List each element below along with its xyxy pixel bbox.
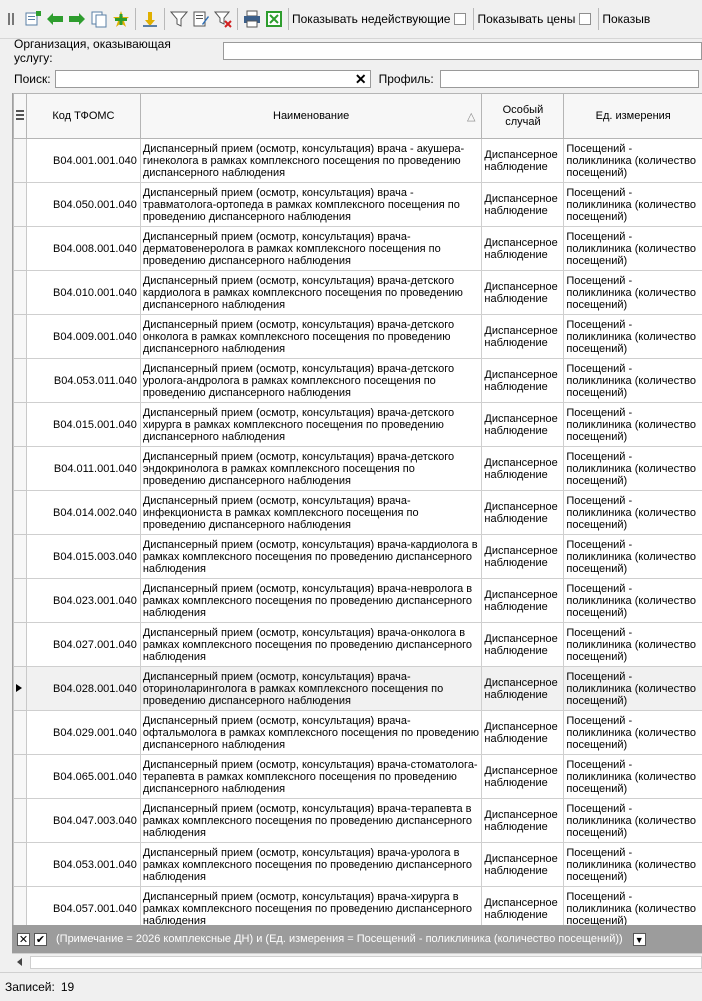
table-row[interactable] bbox=[14, 843, 702, 887]
row-indicator[interactable] bbox=[14, 667, 27, 711]
cell-case: Диспансерное наблюдение bbox=[482, 667, 564, 711]
cell-case: Диспансерное наблюдение bbox=[482, 887, 564, 926]
menu-icon[interactable] bbox=[0, 8, 22, 30]
row-indicator[interactable] bbox=[14, 491, 27, 535]
org-label: Организация, оказывающая услугу: bbox=[0, 37, 213, 65]
toolbar-separator bbox=[473, 8, 474, 30]
cell-unit: Посещений - поликлиника (количество посещений) bbox=[564, 315, 702, 359]
cell-unit: Посещений - поликлиника (количество посещений) bbox=[564, 359, 702, 403]
add-record-button[interactable] bbox=[22, 8, 44, 30]
cell-name: Диспансерный прием (осмотр, консультация) врача-уролога в рамках комплексного посещения по проведению диспансерного наблюдения bbox=[140, 843, 482, 887]
toolbar-separator bbox=[135, 8, 136, 30]
row-indicator[interactable] bbox=[14, 887, 27, 926]
copy-icon bbox=[90, 10, 108, 28]
cell-case: Диспансерное наблюдение bbox=[482, 491, 564, 535]
add-star-icon bbox=[112, 10, 130, 28]
print-button[interactable] bbox=[241, 8, 263, 30]
left-arrow-icon bbox=[12, 954, 28, 970]
status-bar bbox=[0, 972, 702, 1001]
filter-dropdown-button[interactable] bbox=[633, 933, 646, 946]
add-star-button[interactable] bbox=[110, 8, 132, 30]
cell-code: B04.010.001.040 bbox=[27, 271, 141, 315]
check-icon: ✔ bbox=[36, 934, 45, 946]
export-excel-button[interactable] bbox=[263, 8, 285, 30]
cell-name: Диспансерный прием (осмотр, консультация) врача-невролога в рамках комплексного посещения по проведению диспансерного наблюдения bbox=[140, 579, 482, 623]
sort-asc-icon: △ bbox=[467, 110, 475, 123]
table-row[interactable] bbox=[14, 359, 702, 403]
cell-case: Диспансерное наблюдение bbox=[482, 139, 564, 183]
clear-search-icon[interactable]: ✕ bbox=[355, 71, 367, 87]
cell-case: Диспансерное наблюдение bbox=[482, 535, 564, 579]
table-row[interactable] bbox=[14, 227, 702, 271]
cell-name: Диспансерный прием (осмотр, консультация) врача-стоматолога-терапевта в рамках комплексного посещения по проведению диспансерного наблюдения bbox=[140, 755, 482, 799]
cell-name: Диспансерный прием (осмотр, консультация) врача - акушера-гинеколога в рамках комплексного посещения по проведению диспансерного наблюдения bbox=[140, 139, 482, 183]
row-indicator[interactable] bbox=[14, 535, 27, 579]
left-strip bbox=[0, 93, 12, 969]
cell-case: Диспансерное наблюдение bbox=[482, 623, 564, 667]
cell-code: B04.028.001.040 bbox=[27, 667, 141, 711]
row-indicator[interactable] bbox=[14, 623, 27, 667]
back-button[interactable] bbox=[44, 8, 66, 30]
cell-code: B04.008.001.040 bbox=[27, 227, 141, 271]
search-input[interactable] bbox=[55, 70, 371, 88]
cell-unit: Посещений - поликлиника (количество посещений) bbox=[564, 271, 702, 315]
cell-unit: Посещений - поликлиника (количество посещений) bbox=[564, 183, 702, 227]
cell-code: B04.057.001.040 bbox=[27, 887, 141, 926]
show-more-label: Показыв bbox=[602, 12, 650, 26]
cell-unit: Посещений - поликлиника (количество посещений) bbox=[564, 755, 702, 799]
cell-name: Диспансерный прием (осмотр, консультация) врача-хирурга в рамках комплексного посещения по проведению диспансерного наблюдения bbox=[140, 887, 482, 926]
show-inactive-checkbox[interactable] bbox=[454, 13, 466, 25]
row-indicator[interactable] bbox=[14, 183, 27, 227]
filter-button[interactable] bbox=[168, 8, 190, 30]
show-prices-checkbox[interactable] bbox=[579, 13, 591, 25]
filter-bar bbox=[12, 925, 702, 953]
edit-filter-icon bbox=[192, 10, 210, 28]
table-row[interactable] bbox=[14, 535, 702, 579]
row-indicator[interactable] bbox=[14, 711, 27, 755]
sort-icon bbox=[141, 10, 159, 28]
row-indicator[interactable] bbox=[14, 579, 27, 623]
table-row[interactable] bbox=[14, 887, 702, 926]
cell-unit: Посещений - поликлиника (количество посещений) bbox=[564, 843, 702, 887]
row-indicator[interactable] bbox=[14, 755, 27, 799]
cell-code: B04.053.011.040 bbox=[27, 359, 141, 403]
cell-case: Диспансерное наблюдение bbox=[482, 315, 564, 359]
table-row[interactable] bbox=[14, 447, 702, 491]
services-grid bbox=[12, 93, 702, 925]
cell-name: Диспансерный прием (осмотр, консультация) врача-детского уролога-андролога в рамках комплексного посещения по проведению диспансерного наблюдения bbox=[140, 359, 482, 403]
cell-name: Диспансерный прием (осмотр, консультация) врача-инфекциониста в рамках комплексного посещения по проведению диспансерного наблюдения bbox=[140, 491, 482, 535]
row-indicator[interactable] bbox=[14, 315, 27, 359]
column-header-name[interactable] bbox=[140, 94, 482, 139]
cell-case: Диспансерное наблюдение bbox=[482, 227, 564, 271]
column-header-unit[interactable]: Ед. измерения bbox=[564, 94, 702, 139]
cell-case: Диспансерное наблюдение bbox=[482, 183, 564, 227]
print-icon bbox=[243, 10, 261, 28]
filter-icon bbox=[170, 10, 188, 28]
edit-filter-button[interactable] bbox=[190, 8, 212, 30]
current-row-icon bbox=[16, 684, 22, 692]
cell-name: Диспансерный прием (осмотр, консультация) врача-оториноларинголога в рамках комплексного посещения по проведению диспансерного наблюдения bbox=[140, 667, 482, 711]
org-input[interactable] bbox=[223, 42, 702, 60]
clear-filter-icon bbox=[214, 10, 232, 28]
cell-name: Диспансерный прием (осмотр, консультация) врача-офтальмолога в рамках комплексного посещения по проведению диспансерного наблюдения bbox=[140, 711, 482, 755]
table-row[interactable] bbox=[14, 139, 702, 183]
cell-unit: Посещений - поликлиника (количество посещений) bbox=[564, 887, 702, 926]
cell-code: B04.015.003.040 bbox=[27, 535, 141, 579]
records-label: Записей: bbox=[0, 980, 55, 994]
table-row[interactable] bbox=[14, 403, 702, 447]
cell-case: Диспансерное наблюдение bbox=[482, 359, 564, 403]
toolbar-separator bbox=[237, 8, 238, 30]
cell-name: Диспансерный прием (осмотр, консультация) врача-детского хирурга в рамках комплексного посещения по проведению диспансерного наблюдения bbox=[140, 403, 482, 447]
column-chooser-icon bbox=[16, 110, 24, 120]
table-row[interactable] bbox=[14, 315, 702, 359]
cell-code: B04.065.001.040 bbox=[27, 755, 141, 799]
enable-filter-checkbox[interactable] bbox=[34, 933, 47, 946]
cell-code: B04.050.001.040 bbox=[27, 183, 141, 227]
cell-name: Диспансерный прием (осмотр, консультация) врача-детского эндокринолога в рамках комплексного посещения по проведению диспансерного наблюдения bbox=[140, 447, 482, 491]
cell-case: Диспансерное наблюдение bbox=[482, 579, 564, 623]
cell-name: Диспансерный прием (осмотр, консультация) врача-онколога в рамках комплексного посещения по проведению диспансерного наблюдения bbox=[140, 623, 482, 667]
cell-unit: Посещений - поликлиника (количество посещений) bbox=[564, 579, 702, 623]
close-icon: ✕ bbox=[19, 934, 28, 946]
cell-unit: Посещений - поликлиника (количество посещений) bbox=[564, 667, 702, 711]
clear-filter-box[interactable] bbox=[17, 933, 30, 946]
column-header-case[interactable]: Особый случай bbox=[482, 94, 564, 139]
toolbar-separator bbox=[288, 8, 289, 30]
dropdown-icon: ▼ bbox=[635, 935, 644, 945]
cell-name: Диспансерный прием (осмотр, консультация) врача-детского кардиолога в рамках комплексного посещения по проведению диспансерного наблюдения bbox=[140, 271, 482, 315]
cell-name: Диспансерный прием (осмотр, консультация) врача-терапевта в рамках комплексного посещения по проведению диспансерного наблюдения bbox=[140, 799, 482, 843]
cell-code: B04.047.003.040 bbox=[27, 799, 141, 843]
cell-unit: Посещений - поликлиника (количество посещений) bbox=[564, 447, 702, 491]
cell-code: B04.009.001.040 bbox=[27, 315, 141, 359]
show-inactive-toggle[interactable] bbox=[292, 12, 466, 26]
table-row[interactable] bbox=[14, 667, 702, 711]
row-indicator[interactable] bbox=[14, 799, 27, 843]
row-indicator[interactable] bbox=[14, 271, 27, 315]
excel-icon bbox=[265, 10, 283, 28]
row-indicator[interactable] bbox=[14, 359, 27, 403]
cell-case: Диспансерное наблюдение bbox=[482, 403, 564, 447]
forward-button[interactable] bbox=[66, 8, 88, 30]
table-row[interactable] bbox=[14, 799, 702, 843]
cell-unit: Посещений - поликлиника (количество посещений) bbox=[564, 403, 702, 447]
cell-code: B04.027.001.040 bbox=[27, 623, 141, 667]
services-table bbox=[13, 93, 702, 925]
cell-name: Диспансерный прием (осмотр, консультация) врача-дерматовенеролога в рамках комплексного посещения по проведению диспансерного наблюдения bbox=[140, 227, 482, 271]
show-more-toggle[interactable] bbox=[602, 12, 650, 26]
cell-unit: Посещений - поликлиника (количество посещений) bbox=[564, 535, 702, 579]
cell-case: Диспансерное наблюдение bbox=[482, 843, 564, 887]
cell-unit: Посещений - поликлиника (количество посещений) bbox=[564, 799, 702, 843]
scroll-track[interactable] bbox=[30, 956, 702, 969]
filter-expression[interactable]: (Примечание = 2026 комплексные ДН) и (Ед. измерения = Посещений - поликлиника (количество посещений)) bbox=[56, 933, 623, 945]
table-row[interactable] bbox=[14, 755, 702, 799]
row-indicator[interactable] bbox=[14, 843, 27, 887]
toolbar-separator bbox=[598, 8, 599, 30]
table-row[interactable] bbox=[14, 711, 702, 755]
cell-unit: Посещений - поликлиника (количество посещений) bbox=[564, 623, 702, 667]
show-prices-toggle[interactable] bbox=[477, 12, 591, 26]
row-indicator[interactable] bbox=[14, 139, 27, 183]
cell-code: B04.001.001.040 bbox=[27, 139, 141, 183]
row-indicator[interactable] bbox=[14, 403, 27, 447]
toolbar-separator bbox=[164, 8, 165, 30]
horizontal-scrollbar[interactable] bbox=[12, 953, 702, 970]
cell-name: Диспансерный прием (осмотр, консультация) врача-детского онколога в рамках комплексного посещения по проведению диспансерного наблюдения bbox=[140, 315, 482, 359]
show-prices-label: Показывать цены bbox=[477, 12, 575, 26]
cell-code: B04.029.001.040 bbox=[27, 711, 141, 755]
table-row[interactable] bbox=[14, 183, 702, 227]
table-row[interactable] bbox=[14, 271, 702, 315]
cell-code: B04.011.001.040 bbox=[27, 447, 141, 491]
table-row[interactable] bbox=[14, 579, 702, 623]
clear-filter-button[interactable] bbox=[212, 8, 234, 30]
cell-name: Диспансерный прием (осмотр, консультация) врача-кардиолога в рамках комплексного посещения по проведению диспансерного наблюдения bbox=[140, 535, 482, 579]
grid-body bbox=[14, 139, 702, 926]
show-inactive-label: Показывать недействующие bbox=[292, 12, 450, 26]
table-row[interactable] bbox=[14, 623, 702, 667]
search-row bbox=[0, 68, 702, 90]
grid-header bbox=[14, 94, 702, 139]
cell-unit: Посещений - поликлиника (количество посещений) bbox=[564, 227, 702, 271]
add-icon bbox=[24, 10, 42, 28]
row-indicator[interactable] bbox=[14, 227, 27, 271]
cell-code: B04.015.001.040 bbox=[27, 403, 141, 447]
cell-case: Диспансерное наблюдение bbox=[482, 271, 564, 315]
forward-arrow-icon bbox=[68, 12, 86, 26]
cell-unit: Посещений - поликлиника (количество посещений) bbox=[564, 711, 702, 755]
row-indicator[interactable] bbox=[14, 447, 27, 491]
cell-case: Диспансерное наблюдение bbox=[482, 755, 564, 799]
toolbar bbox=[0, 0, 702, 39]
table-row[interactable] bbox=[14, 491, 702, 535]
copy-button[interactable] bbox=[88, 8, 110, 30]
records-count: 19 bbox=[55, 980, 74, 994]
profile-input[interactable] bbox=[440, 70, 699, 88]
cell-code: B04.014.002.040 bbox=[27, 491, 141, 535]
cell-code: B04.023.001.040 bbox=[27, 579, 141, 623]
cell-code: B04.053.001.040 bbox=[27, 843, 141, 887]
cell-unit: Посещений - поликлиника (количество посещений) bbox=[564, 139, 702, 183]
cell-case: Диспансерное наблюдение bbox=[482, 799, 564, 843]
cell-name: Диспансерный прием (осмотр, консультация) врача - травматолога-ортопеда в рамках комплексного посещения по проведению диспансерного наблюдения bbox=[140, 183, 482, 227]
org-row bbox=[0, 40, 702, 62]
column-chooser[interactable] bbox=[14, 94, 27, 139]
cell-case: Диспансерное наблюдение bbox=[482, 711, 564, 755]
profile-label: Профиль: bbox=[371, 72, 434, 86]
cell-unit: Посещений - поликлиника (количество посещений) bbox=[564, 491, 702, 535]
column-header-code[interactable]: Код ТФОМС bbox=[27, 94, 141, 139]
sort-button[interactable] bbox=[139, 8, 161, 30]
cell-case: Диспансерное наблюдение bbox=[482, 447, 564, 491]
back-arrow-icon bbox=[46, 12, 64, 26]
column-header-name-label: Наименование bbox=[273, 110, 349, 122]
search-label: Поиск: bbox=[0, 72, 51, 86]
